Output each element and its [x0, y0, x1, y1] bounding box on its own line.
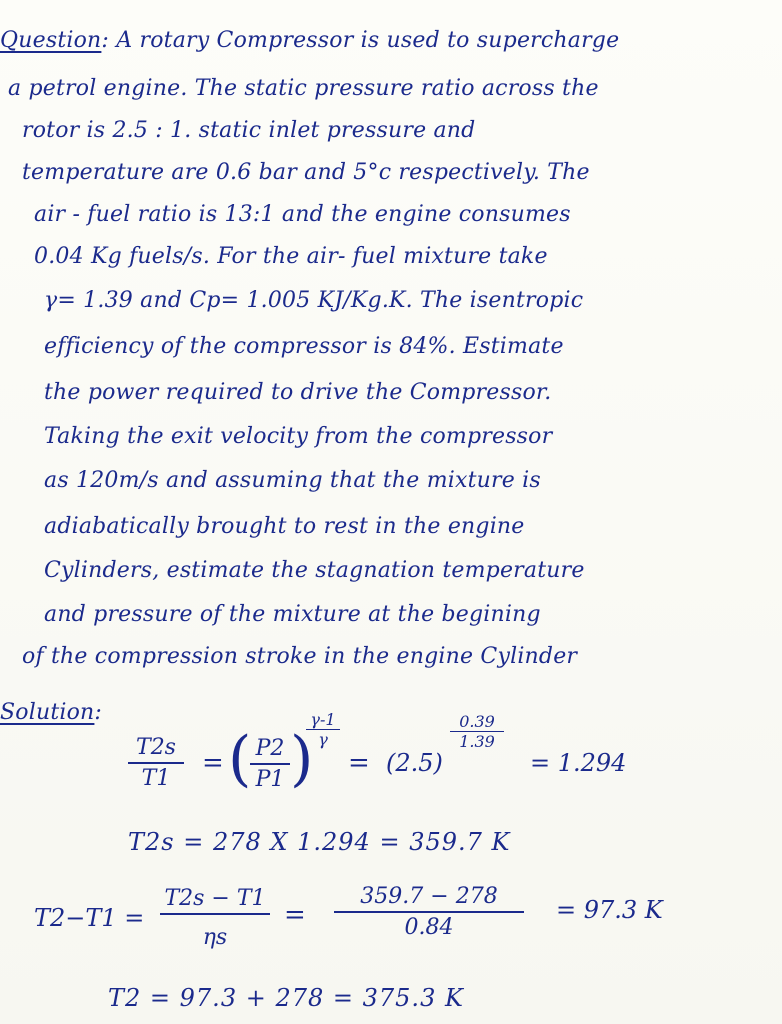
eq1-result: = 1.294 [530, 749, 627, 777]
eq1-exp2-den: 1.39 [459, 732, 495, 751]
eq3-rhs-fraction [334, 884, 524, 940]
question-line-8: efficiency of the compressor is 84%. Estimate [44, 334, 564, 359]
eq3-mid-num: T2s − T1 [160, 886, 270, 915]
eq3-lhs: T2−T1 = [34, 904, 145, 932]
eq1-base: (2.5) [386, 749, 443, 777]
eq1-exp-den: γ [318, 730, 328, 749]
eq1-p-den: P1 [255, 767, 285, 792]
eq1-exp2-num: 0.39 [450, 712, 504, 732]
eq1-equals-1: = [202, 748, 224, 778]
question-line-13: Cylinders, estimate the stagnation temperature [44, 558, 585, 583]
question-line-9: the power required to drive the Compressor. [44, 380, 552, 405]
eq1-exponent-2 [450, 712, 504, 751]
eq1-close-paren: ) [290, 724, 314, 794]
eq1-equals-2: = [348, 748, 370, 778]
eq1-open-paren: ( [228, 724, 252, 794]
eq3-mid-fraction [160, 886, 270, 950]
solution-heading: Solution [0, 700, 95, 725]
eq3-result: = 97.3 K [556, 896, 663, 924]
question-line-1 [0, 28, 782, 53]
question-line-15: of the compression stroke in the engine Cylinder [22, 644, 578, 669]
eq1-lhs-fraction [128, 735, 184, 791]
eq1-lhs-num: T2s [128, 735, 184, 764]
eq4-line: T2 = 97.3 + 278 = 375.3 K [108, 984, 464, 1012]
question-line-12: adiabatically brought to rest in the engine [44, 514, 525, 539]
question-line-7: γ= 1.39 and Cp= 1.005 KJ/Kg.K. The isentropic [44, 288, 584, 313]
eq1-p-num: P2 [250, 736, 290, 765]
solution-colon: : [94, 700, 103, 725]
question-text-1: : A rotary Compressor is used to supercharge [101, 28, 620, 53]
eq3-rhs-num: 359.7 − 278 [334, 884, 524, 913]
question-line-11: as 120m/s and assuming that the mixture is [44, 468, 541, 493]
question-heading: Question [0, 28, 102, 53]
question-line-3: rotor is 2.5 : 1. static inlet pressure and [22, 118, 476, 143]
question-line-2: a petrol engine. The static pressure ratio across the [8, 76, 599, 101]
question-line-5: air - fuel ratio is 13:1 and the engine consumes [34, 202, 571, 227]
question-line-10: Taking the exit velocity from the compressor [44, 424, 553, 449]
question-line-14: and pressure of the mixture at the begining [44, 602, 541, 627]
eq2-line: T2s = 278 X 1.294 = 359.7 K [128, 828, 511, 856]
question-line-6: 0.04 Kg fuels/s. For the air- fuel mixture take [34, 244, 548, 269]
eq3-rhs-den: 0.84 [404, 915, 454, 940]
eq1-exp-num: γ-1 [306, 710, 340, 730]
eq3-mid-den: ηs [202, 925, 228, 950]
question-line-4: temperature are 0.6 bar and 5°c respectively. The [22, 160, 590, 185]
eq1-exponent [306, 710, 340, 749]
solution-heading-line [0, 700, 782, 725]
eq3-equals: = [284, 900, 306, 930]
eq1-pressure-fraction [250, 736, 290, 792]
eq1-lhs-den: T1 [141, 766, 171, 791]
